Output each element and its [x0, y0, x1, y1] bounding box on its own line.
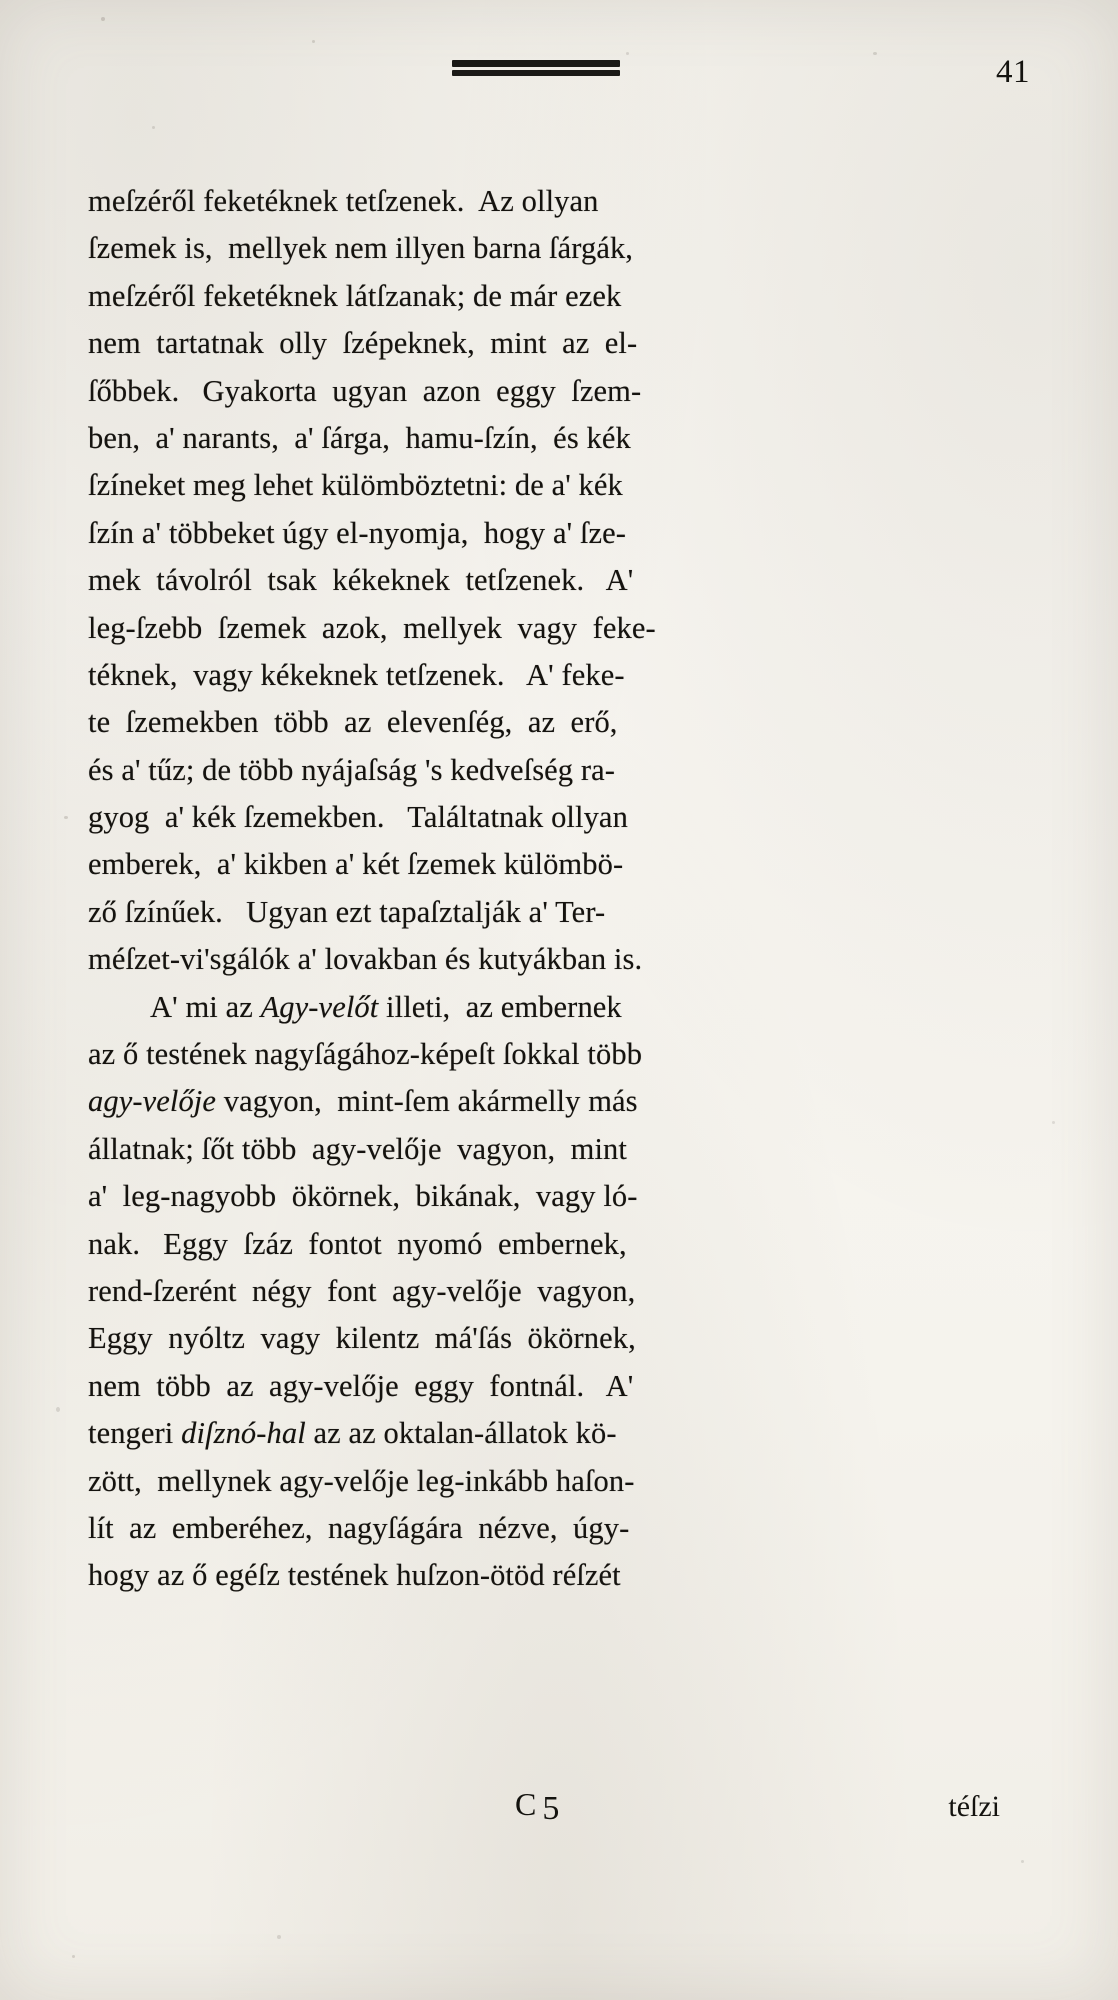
text-line [88, 1363, 1030, 1410]
line-pre: állatnak; ſőt több agy-velője vagyon, mint [88, 1131, 627, 1166]
text-line: és a' tűz; de több nyájaſság 's kedveſség ra- [88, 752, 616, 787]
paper-speck [277, 1935, 281, 1939]
text-line: méſzet-vi'sgálók a' lovakban és kutyákban is. [88, 942, 643, 977]
signature-mark [515, 1786, 562, 1827]
text-line [88, 1458, 1030, 1505]
line-pre: A' mi az [150, 989, 261, 1024]
text-line: ben, a' narants, a' ſárga, hamu-ſzín, és kék [88, 420, 631, 455]
paper-speck [72, 1955, 75, 1958]
text-line: mek távolról tsak kékeknek tetſzenek. A' [88, 563, 634, 598]
page-header [0, 48, 1118, 108]
text-line [88, 1268, 1030, 1315]
text-line: ſzíneket meg lehet külömböztetni: de a' kék [88, 468, 623, 503]
text-line: gyog a' kék ſzemekben. Találtatnak ollyan [88, 800, 628, 835]
line-pre: az ő testének nagyſágához-képeſt ſokkal több [88, 1037, 643, 1072]
text-line [88, 1221, 1030, 1268]
paper-speck [64, 816, 68, 819]
double-rule-ornament-icon [452, 60, 620, 79]
line-post: vagyon, mint-ſem akármelly más [216, 1084, 638, 1119]
line-pre: a' leg-nagyobb ökörnek, bikának, vagy ló- [88, 1179, 638, 1214]
line-italic: diſznó-hal [181, 1416, 306, 1451]
line-italic: Agy-velőt [260, 989, 379, 1024]
line-pre: nem több az agy-velője eggy fontnál. A' [88, 1368, 634, 1403]
text-line: ſőbbek. Gyakorta ugyan azon eggy ſzem- [88, 373, 642, 408]
text-line: meſzéről feketéknek tetſzenek. Az ollyan [88, 184, 599, 218]
text-line: te ſzemekben több az elevenſég, az erő, [88, 705, 618, 740]
text-line: ſzemek is, mellyek nem illyen barna ſárgák, [88, 231, 634, 266]
line-pre: zött, mellynek agy-velője leg-inkább haſon- [88, 1463, 635, 1498]
text-line [88, 1315, 1030, 1362]
text-line [88, 1173, 1030, 1220]
line-pre: Eggy nyóltz vagy kilentz má'ſás ökörnek, [88, 1321, 636, 1356]
line-pre: lít az emberéhez, nagyſágára nézve, úgy- [88, 1510, 630, 1545]
signature-letter: C [515, 1786, 539, 1822]
text-line [88, 1552, 1030, 1599]
line-post: az az oktalan-állatok kö- [305, 1416, 617, 1451]
text-line: leg-ſzebb ſzemek azok, mellyek vagy feke- [88, 610, 656, 645]
line-italic: agy-velője [88, 1084, 217, 1119]
paper-speck [312, 40, 315, 43]
page-number: 41 [996, 54, 1030, 90]
text-line [88, 1410, 1030, 1457]
catchword: téſzi [948, 1790, 1000, 1823]
body-text [88, 178, 1030, 1600]
text-line: emberek, a' kikben a' két ſzemek külömbö- [88, 847, 624, 882]
text-line [88, 1078, 1030, 1125]
line-pre: tengeri [88, 1416, 182, 1451]
line-pre: rend-ſzerént négy font agy-velője vagyon, [88, 1273, 636, 1308]
signature-number: 5 [542, 1790, 562, 1827]
paper-speck [56, 1407, 60, 1412]
line-post: illeti, az embernek [378, 989, 622, 1024]
text-line: téknek, vagy kékeknek tetſzenek. A' feke- [88, 657, 625, 692]
text-line: nem tartatnak olly ſzépeknek, mint az el- [88, 326, 638, 361]
paper-speck [152, 126, 155, 129]
paper-speck [1021, 1860, 1024, 1863]
text-line: ző ſzínűek. Ugyan ezt tapaſztalják a' Ter- [88, 894, 606, 929]
text-line: meſzéről feketéknek látſzanak; de már ezek [88, 278, 622, 313]
text-line [88, 1031, 1030, 1078]
paper-speck [1052, 1121, 1055, 1124]
line-pre: hogy az ő egéſz testének huſzon-ötöd réſzét [88, 1558, 621, 1593]
text-line [88, 1126, 1030, 1173]
page-footer [0, 1786, 1118, 1846]
paper-speck [101, 17, 105, 21]
text-line [88, 984, 1030, 1031]
text-line: ſzín a' többeket úgy el-nyomja, hogy a' ſze- [88, 515, 627, 550]
line-pre: nak. Eggy ſzáz fontot nyomó embernek, [88, 1226, 627, 1261]
text-line [88, 1505, 1030, 1552]
